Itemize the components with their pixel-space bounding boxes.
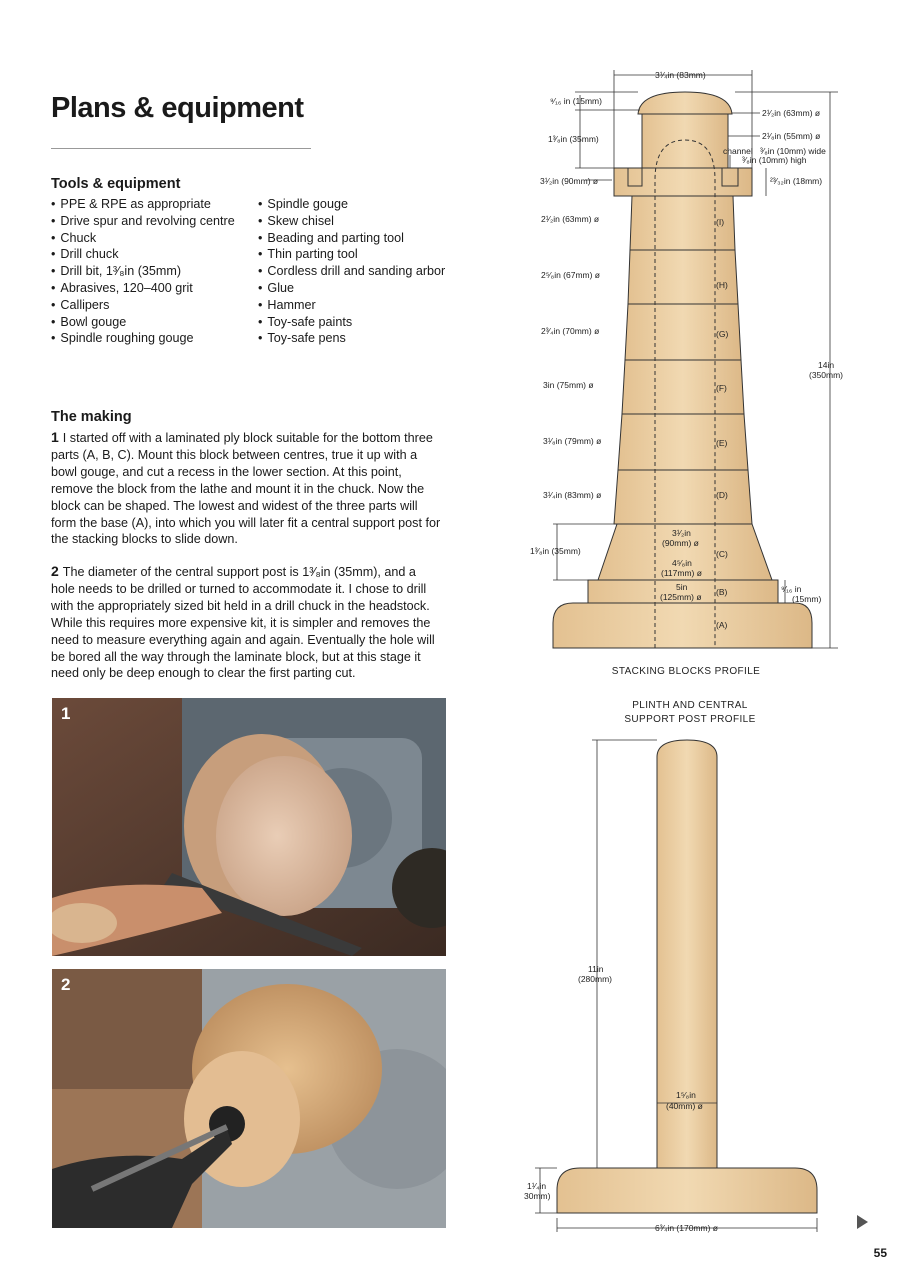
tools-heading: Tools & equipment <box>51 176 181 192</box>
part-c-dia-1b: (90mm) ø <box>662 538 699 548</box>
top-cap <box>638 92 732 114</box>
plinth-caption-2: SUPPORT POST PROFILE <box>624 714 756 725</box>
tool-item: • Cordless drill and sanding arbor <box>258 263 445 280</box>
dim-cap-dia: 2¹⁄₂in (63mm) ø <box>762 108 821 118</box>
tier-d-dia: 3¹⁄₄in (83mm) ø <box>543 490 602 500</box>
tool-item: • Drive spur and revolving centre <box>51 213 235 230</box>
part-b-dia: 5in <box>676 582 688 592</box>
tool-item: • Drill bit, 1³⁄₈in (35mm) <box>51 263 235 280</box>
photo-1-number: 1 <box>61 704 71 723</box>
dim-top-body-dia: 2¹⁄₈in (55mm) ø <box>762 131 821 141</box>
tool-item: • Callipers <box>51 297 235 314</box>
part-c-dia-2: 4⁵⁄₈in <box>672 558 692 568</box>
tool-item: • Beading and parting tool <box>258 230 445 247</box>
dim-rim-height: ²³⁄₃₂in (18mm) <box>770 176 823 186</box>
tier-i-dia: 2¹⁄₂in (63mm) ø <box>541 214 600 224</box>
tool-item: • Skew chisel <box>258 213 445 230</box>
dim-top-height: 1³⁄₈in (35mm) <box>548 134 599 144</box>
post-dia-mm: (40mm) ø <box>666 1101 703 1111</box>
tool-item: • Drill chuck <box>51 246 235 263</box>
tier-f-dia: 3in (75mm) ø <box>543 380 594 390</box>
tool-item: • Chuck <box>51 230 235 247</box>
tool-item: • Abrasives, 120–400 grit <box>51 280 235 297</box>
dim-channel-high: ³⁄₈in (10mm) high <box>742 155 807 165</box>
part-b-height-mm: (15mm) <box>792 594 822 604</box>
part-a-label: (A) <box>716 620 728 630</box>
step-2-text: The diameter of the central support post is 1³⁄₈in (35mm), and a hole needs to be drilled or turned to accommodate it. I chose to drill with the appropriately sized bit held in a drill chuck in the headstock. While this requires more expensive kit, it is simpler and removes the need to measure everything again and again. Eventually the hole will be bored all the way through the laminate block, but at this stage it need only be deep enough to clear the first parting cut. <box>51 565 435 681</box>
tier-h-dia: 2⁵⁄₈in (67mm) ø <box>541 270 601 280</box>
tier-i-label: (I) <box>716 217 725 227</box>
tool-item: • Bowl gouge <box>51 314 235 331</box>
tier-h-label: (H) <box>716 280 728 290</box>
tool-item: • Glue <box>258 280 445 297</box>
tool-item: • Spindle gouge <box>258 196 445 213</box>
tier-e-label: (E) <box>716 438 728 448</box>
top-body <box>642 110 728 168</box>
tier-g-dia: 2³⁄₄in (70mm) ø <box>541 326 600 336</box>
base-dia: 6³⁄₄in (170mm) ø <box>655 1223 718 1233</box>
part-b-height: ⁹⁄₁₆ in <box>781 584 802 594</box>
part-h <box>628 250 738 304</box>
tier-d-label: (D) <box>716 490 728 500</box>
dim-cap-height: ⁹⁄₁₆ in (15mm) <box>550 96 602 106</box>
tool-item: • Hammer <box>258 297 445 314</box>
next-page-arrow-icon[interactable] <box>857 1215 868 1229</box>
dim-total-height: 14in <box>818 360 835 370</box>
part-a-base <box>553 603 812 648</box>
making-heading: The making <box>51 409 132 425</box>
post-dia: 1⁵⁄₈in <box>676 1090 696 1100</box>
part-c-dia-1: 3¹⁄₂in <box>672 528 691 538</box>
part-d <box>614 470 752 524</box>
page-title: Plans & equipment <box>51 92 304 124</box>
stacking-caption: STACKING BLOCKS PROFILE <box>611 666 761 677</box>
base-height: 1¹⁄₄in <box>527 1181 547 1191</box>
part-b-label: (B) <box>716 587 728 597</box>
base-height-mm: 30mm) <box>524 1191 551 1201</box>
dim-rim-dia: 3¹⁄₂in (90mm) ø <box>540 176 599 186</box>
part-e <box>618 414 748 470</box>
step-1-text: I started off with a laminated ply block suitable for the bottom three parts (A, B, C). Mount this block between centres, true it up with a bowl gouge, and cut a recess in the lower section. At this point, remove the block from the lathe and mount it in the chuck. Now the block can be shaped. The lowest and widest of the three parts will form the base (A), into which you will later fit a central support post for the stacking blocks to slide down. <box>51 431 441 547</box>
tier-e-dia: 3¹⁄₈in (79mm) ø <box>543 436 602 446</box>
tool-item: • Toy-safe pens <box>258 330 445 347</box>
tool-item: • Spindle roughing gouge <box>51 330 235 347</box>
plinth-caption-1: PLINTH AND CENTRAL <box>632 700 748 711</box>
tier-g-label: (G) <box>716 329 729 339</box>
step-1-number: 1 <box>51 429 59 445</box>
dim-total-height-mm: (350mm) <box>809 370 844 380</box>
part-c-height: 1³⁄₈in (35mm) <box>530 546 581 556</box>
post-height: 11in <box>588 964 604 974</box>
plinth-base <box>557 1168 817 1213</box>
top-rim <box>614 168 752 196</box>
step-2-number: 2 <box>51 563 59 579</box>
part-c-label: (C) <box>716 549 728 559</box>
post-height-mm: (280mm) <box>578 974 613 984</box>
page-number: 55 <box>873 1246 887 1260</box>
tool-item: • Toy-safe paints <box>258 314 445 331</box>
dim-top-width: 3¹⁄₄in (83mm) <box>655 70 706 80</box>
photo-2-number: 2 <box>61 975 71 994</box>
part-c-dia-2b: (117mm) ø <box>661 568 702 578</box>
dim-channel: channel <box>723 146 753 156</box>
tier-f-label: (F) <box>716 383 727 393</box>
tool-item: • PPE & RPE as appropriate <box>51 196 235 213</box>
tool-item: • Thin parting tool <box>258 246 445 263</box>
dim-channel-wide: ³⁄₈in (10mm) wide <box>760 146 826 156</box>
part-b-dia-b: (125mm) ø <box>660 592 702 602</box>
